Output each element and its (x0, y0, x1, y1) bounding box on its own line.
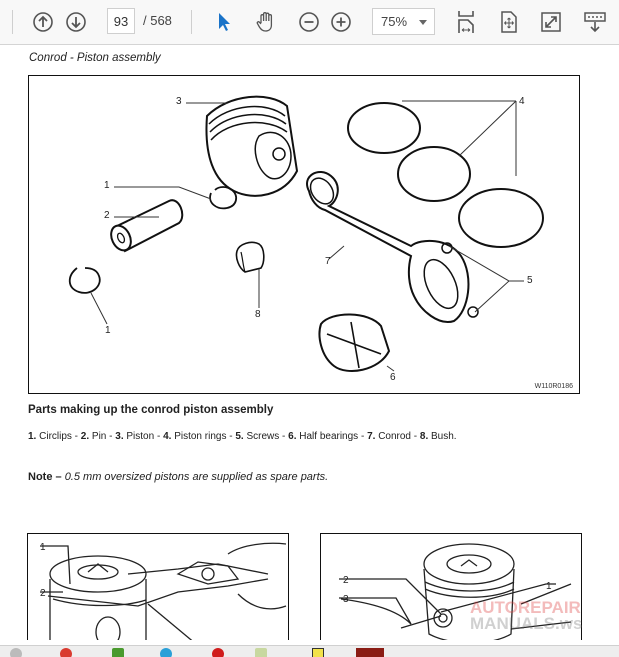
arrow-down-circle-icon (65, 11, 87, 33)
part-name: Piston - (123, 431, 164, 442)
part-name: Conrod - (375, 431, 420, 442)
zoom-level-value: 75% (381, 14, 408, 29)
callout-label: 5 (527, 275, 533, 286)
chevron-down-icon (419, 20, 427, 25)
hand-icon (254, 10, 278, 34)
section-title: Conrod - Piston assembly (29, 52, 161, 64)
callout-label: 2 (40, 588, 46, 599)
part-name: Screws - (243, 431, 289, 442)
toolbar-divider (12, 10, 13, 34)
callout-label: 3 (176, 96, 182, 107)
read-mode-button[interactable] (581, 8, 609, 36)
callout-label: 7 (325, 256, 331, 267)
exploded-diagram-figure (28, 75, 580, 394)
previous-page-button[interactable] (29, 8, 57, 36)
full-screen-button[interactable] (537, 8, 565, 36)
callout-label: 6 (390, 372, 396, 383)
callout-label: 1 (40, 542, 46, 553)
part-number: 3. (115, 431, 124, 442)
part-number: 5. (235, 431, 244, 442)
part-number: 6. (288, 431, 297, 442)
note-text: 0.5 mm oversized pistons are supplied as spare parts. (64, 471, 329, 483)
expand-icon (540, 11, 562, 33)
parts-list (28, 431, 457, 442)
note-label: Note – (28, 471, 65, 483)
figure-code: W110R0186 (534, 383, 573, 390)
part-name: Piston rings - (171, 431, 236, 442)
parts-heading: Parts making up the conrod piston assembly (28, 404, 274, 416)
select-tool-button[interactable] (210, 8, 238, 36)
watermark-line: AUTOREPAIR (470, 598, 581, 617)
part-name: Circlips - (36, 431, 81, 442)
callout-label: 1 (104, 180, 110, 191)
callout-label: 3 (343, 594, 349, 605)
part-number: 8. (419, 431, 429, 442)
callout-label: 2 (343, 575, 349, 586)
next-page-button[interactable] (62, 8, 90, 36)
part-name: Bush. (428, 431, 457, 442)
pdf-toolbar (0, 0, 619, 45)
piston-ring-plier-diagram (28, 534, 288, 640)
zoom-in-button[interactable] (327, 8, 355, 36)
note-paragraph (28, 471, 328, 483)
callout-label: 1 (546, 581, 552, 592)
callout-label: 2 (104, 210, 110, 221)
part-number: 4. (163, 431, 172, 442)
plus-circle-icon (330, 11, 352, 33)
callout-label: 1 (105, 325, 111, 336)
callout-label: 8 (255, 309, 261, 320)
watermark (470, 600, 582, 632)
part-number: 2. (80, 431, 90, 442)
zoom-out-button[interactable] (295, 8, 323, 36)
fit-page-icon (499, 10, 519, 34)
fit-width-icon (455, 9, 477, 35)
part-name: Pin - (89, 431, 116, 442)
toolbar-divider (191, 10, 192, 34)
piston-assembly-diagram (29, 76, 579, 393)
taskbar (0, 645, 619, 657)
cursor-arrow-icon (214, 11, 234, 33)
minus-circle-icon (298, 11, 320, 33)
piston-ring-plier-figure (27, 533, 289, 640)
hand-tool-button[interactable] (252, 8, 280, 36)
watermark-line: MANUALS.ws (470, 614, 583, 633)
zoom-level-dropdown[interactable] (372, 8, 435, 35)
page-total-label: / 568 (143, 13, 172, 28)
fit-page-button[interactable] (495, 8, 523, 36)
document-page[interactable] (0, 45, 619, 640)
arrow-up-circle-icon (32, 11, 54, 33)
keyboard-down-arrow-icon (583, 11, 607, 33)
part-number: 7. (367, 431, 376, 442)
callout-label: 4 (519, 96, 525, 107)
part-name: Half bearings - (296, 431, 368, 442)
part-number: 1. (28, 431, 37, 442)
fit-width-button[interactable] (452, 8, 480, 36)
page-number-input[interactable]: 93 (107, 8, 135, 34)
